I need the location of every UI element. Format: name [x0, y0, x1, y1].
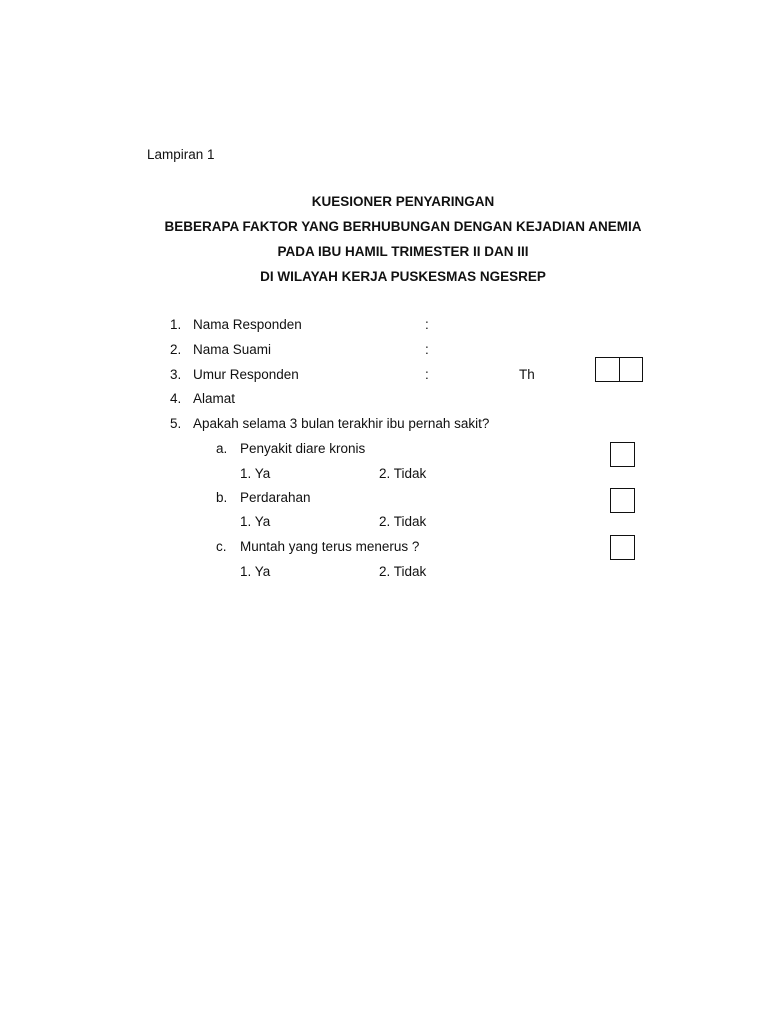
option-yes: 1. Ya — [240, 466, 271, 481]
question-number: 1. — [170, 317, 182, 332]
question-number: 5. — [170, 416, 182, 431]
answer-box-vomiting[interactable] — [610, 535, 635, 560]
sub-question-label-bleeding: Perdarahan — [240, 490, 311, 505]
option-no: 2. Tidak — [379, 564, 427, 579]
option-yes: 1. Ya — [240, 564, 271, 579]
option-no: 2. Tidak — [379, 466, 427, 481]
title-line-4: DI WILAYAH KERJA PUSKESMAS NGESREP — [260, 269, 546, 284]
age-unit-label: Th — [519, 367, 535, 382]
question-label-respondent-name: Nama Responden — [193, 317, 302, 332]
sub-question-letter: a. — [216, 441, 228, 456]
option-yes: 1. Ya — [240, 514, 271, 529]
question-colon: : — [425, 342, 429, 357]
question-colon: : — [425, 367, 429, 382]
title-line-2: BEBERAPA FAKTOR YANG BERHUBUNGAN DENGAN KEJADIAN ANEMIA — [164, 219, 642, 234]
sub-question-label-diarrhea: Penyakit diare kronis — [240, 441, 366, 456]
answer-box-diarrhea[interactable] — [610, 442, 635, 467]
question-label-husband-name: Nama Suami — [193, 342, 272, 357]
sub-question-letter: c. — [216, 539, 227, 554]
question-colon: : — [425, 317, 429, 332]
age-answer-box[interactable] — [595, 357, 643, 382]
age-box-divider — [619, 358, 620, 381]
attachment-label: Lampiran 1 — [147, 147, 215, 162]
sub-question-label-vomiting: Muntah yang terus menerus ? — [240, 539, 420, 554]
option-no: 2. Tidak — [379, 514, 427, 529]
question-label-respondent-age: Umur Responden — [193, 367, 299, 382]
question-label-illness: Apakah selama 3 bulan terakhir ibu pernah sakit? — [193, 416, 490, 431]
title-line-3: PADA IBU HAMIL TRIMESTER II DAN III — [277, 244, 529, 259]
answer-box-bleeding[interactable] — [610, 488, 635, 513]
sub-question-letter: b. — [216, 490, 228, 505]
question-number: 4. — [170, 391, 182, 406]
title-line-1: KUESIONER PENYARINGAN — [311, 194, 495, 209]
question-number: 3. — [170, 367, 182, 382]
question-number: 2. — [170, 342, 182, 357]
question-label-address: Alamat — [193, 391, 236, 406]
